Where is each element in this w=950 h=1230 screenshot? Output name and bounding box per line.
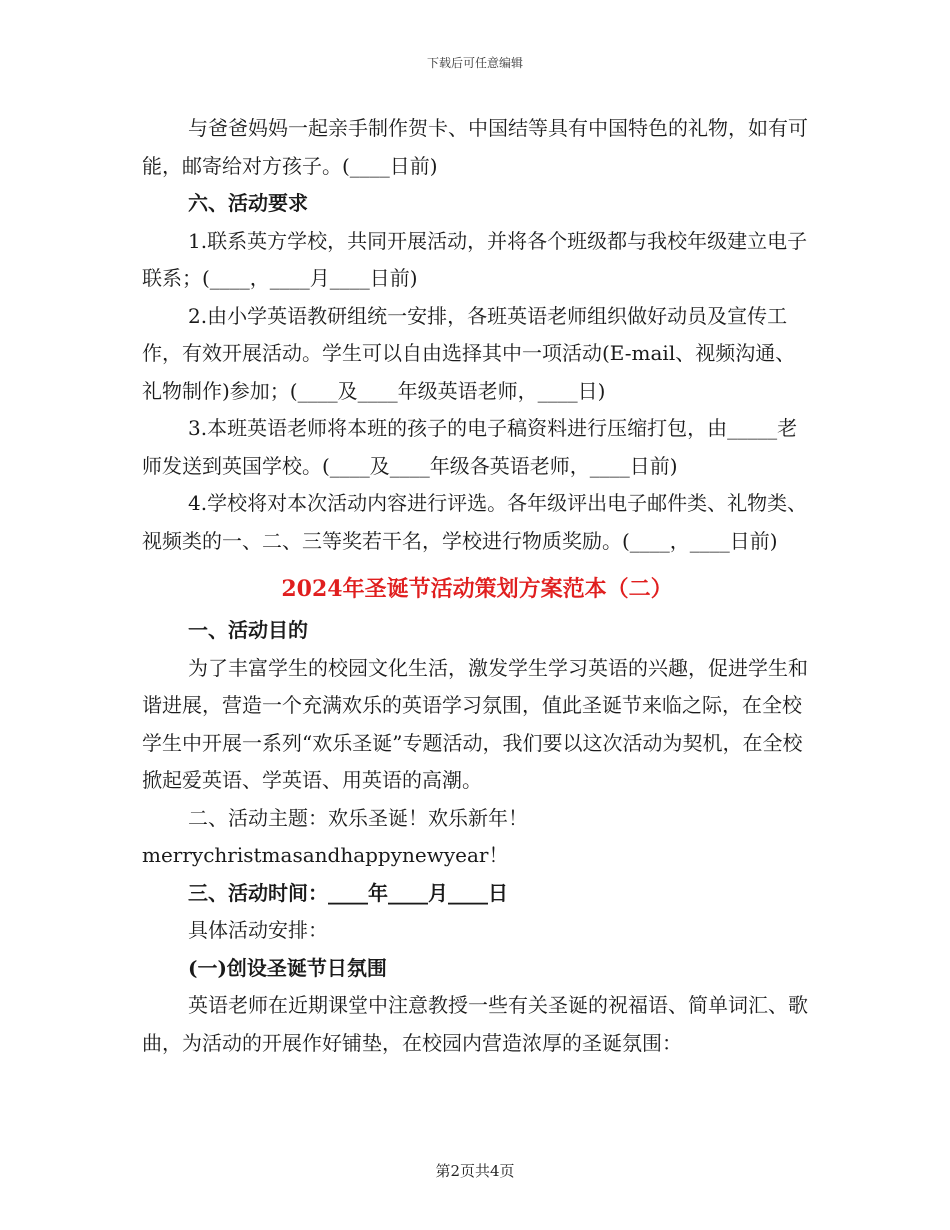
requirement-3: 3.本班英语老师将本班的孩子的电子稿资料进行压缩打包，由_____老师发送到英国学校。(____及____年级各英语老师，____日前) — [142, 416, 798, 478]
activity-theme-english: merrychristmasandhappynewyear！ — [142, 843, 509, 867]
activity-time: 三、活动时间：____年____月____日 — [188, 880, 508, 905]
requirement-2: 2.由小学英语教研组统一安排，各班英语老师组织做好动员及宣传工作，有效开展活动。学生可以自由选择其中一项活动(E-mail、视频沟通、礼物制作)参加；(____及____年级英语老师，____日) — [142, 303, 796, 403]
activity-theme: 二、活动主题：欢乐圣诞！欢乐新年！ — [188, 805, 528, 830]
document-title: 2024年圣诞节活动策划方案范本（二） — [281, 576, 673, 602]
requirement-1: 1.联系英方学校，共同开展活动，并将各个班级都与我校年级建立电子联系；(____，____月____日前) — [142, 228, 808, 290]
paragraph-atmosphere: 英语老师在近期课堂中注意教授一些有关圣诞的祝福语、简单词汇、歌曲，为活动的开展作好铺垫，在校园内营造浓厚的圣诞氛围： — [142, 993, 808, 1055]
section-heading-purpose: 一、活动目的 — [188, 618, 308, 642]
requirement-4: 4.学校将对本次活动内容进行评选。各年级评出电子邮件类、礼物类、视频类的一、二、三等奖若干名，学校进行物质奖励。(____，____日前) — [142, 491, 808, 553]
page-header: 下载后可任意编辑 — [426, 56, 523, 70]
paragraph-gift: 与爸爸妈妈一起亲手制作贺卡、中国结等具有中国特色的礼物，如有可能，邮寄给对方孩子。(____日前) — [142, 116, 808, 178]
page-footer: 第2页共4页 — [435, 1162, 515, 1180]
document-body — [142, 110, 812, 1062]
subheading-atmosphere: (一)创设圣诞节日氛围 — [188, 955, 387, 980]
section-heading-requirements: 六、活动要求 — [188, 191, 308, 215]
schedule-label: 具体活动安排： — [188, 918, 328, 942]
paragraph-purpose: 为了丰富学生的校园文化生活，激发学生学习英语的兴趣，促进学生和谐进展，营造一个充满欢乐的英语学习氛围，值此圣诞节来临之际，在全校学生中开展一系列“欢乐圣诞”专题活动，我们要以这次活动为契机，在全校掀起爱英语、学英语、用英语的高潮。 — [142, 655, 808, 792]
